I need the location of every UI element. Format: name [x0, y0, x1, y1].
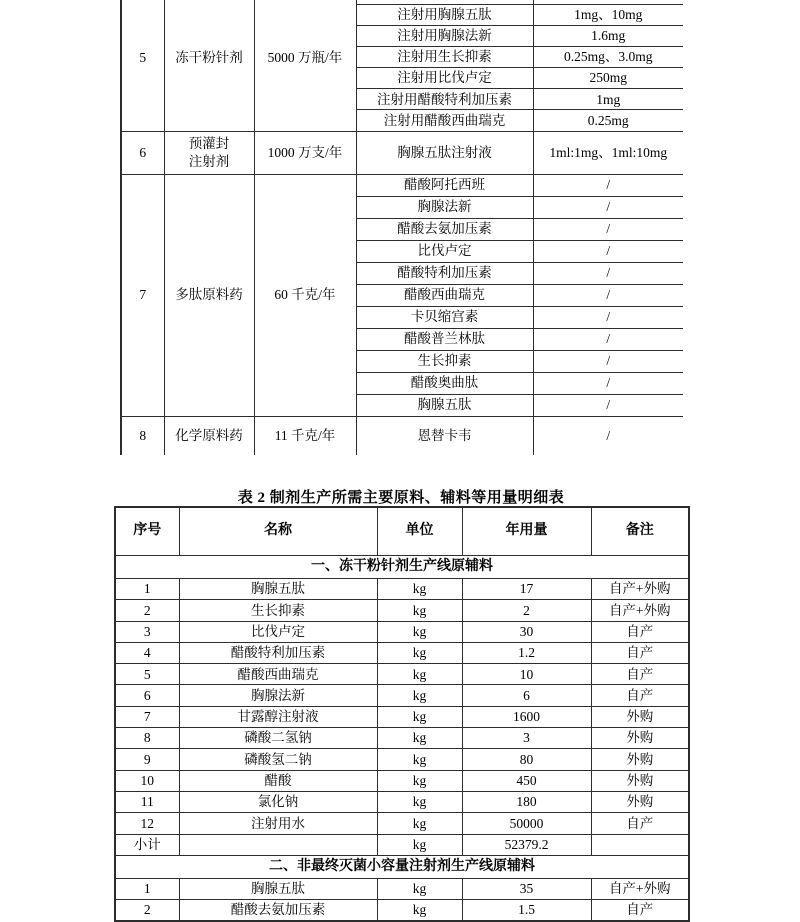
spec-cell: / [533, 394, 683, 416]
material-name-cell: 醋酸特利加压素 [179, 642, 377, 663]
material-name-cell: 胸腺五肽 [179, 579, 377, 600]
unit-cell: kg [377, 813, 462, 834]
section-header-row [115, 556, 689, 579]
table2-row [115, 900, 689, 921]
product-cell: 醋酸阿托西班 [356, 174, 533, 196]
product-cell: 胸腺法新 [356, 196, 533, 218]
unit-cell: kg [377, 749, 462, 770]
column-header-annual-usage: 年用量 [462, 507, 591, 556]
spec-cell: / [533, 218, 683, 240]
remark-cell: 自产 [591, 813, 689, 834]
table2-row [115, 706, 689, 727]
material-name-cell: 醋酸去氨加压素 [179, 900, 377, 921]
table2-row [115, 642, 689, 663]
table2-row [115, 621, 689, 642]
line-name-cell [164, 131, 254, 174]
product-cell: 醋酸特利加压素 [356, 262, 533, 284]
annual-usage-cell: 180 [462, 791, 591, 812]
material-name-cell: 甘露醇注射液 [179, 706, 377, 727]
spec-cell: / [533, 372, 683, 394]
table1-row [121, 174, 683, 196]
table1-clip-region [120, 0, 683, 455]
annual-usage-cell: 50000 [462, 813, 591, 834]
unit-cell: kg [377, 706, 462, 727]
index-cell: 6 [115, 685, 179, 706]
column-header-index: 序号 [115, 507, 179, 556]
table2-row [115, 834, 689, 855]
unit-cell: kg [377, 878, 462, 899]
table2-row [115, 749, 689, 770]
material-name-cell: 磷酸氢二钠 [179, 749, 377, 770]
index-cell: 11 [115, 791, 179, 812]
materials-usage-table [114, 506, 690, 922]
remark-cell: 自产 [591, 642, 689, 663]
index-cell: 1 [115, 579, 179, 600]
capacity-cell: 60 千克/年 [254, 174, 356, 416]
spec-cell: 1.6mg [533, 25, 683, 46]
product-cell: 注射用胸腺五肽 [356, 4, 533, 25]
section-title: 一、冻干粉针剂生产线原辅料 [115, 556, 689, 579]
index-cell: 2 [115, 900, 179, 921]
spec-cell: / [533, 350, 683, 372]
remark-cell: 自产 [591, 900, 689, 921]
capacity-cell: 1000 万支/年 [254, 131, 356, 174]
product-cell: 比伐卢定 [356, 240, 533, 262]
product-cell: 注射用胸腺法新 [356, 25, 533, 46]
annual-usage-cell: 10 [462, 664, 591, 685]
material-name-cell: 胸腺五肽 [179, 878, 377, 899]
unit-cell: kg [377, 834, 462, 855]
line-number-cell: 7 [121, 174, 164, 416]
index-cell: 9 [115, 749, 179, 770]
column-header-name: 名称 [179, 507, 377, 556]
table2-row [115, 600, 689, 621]
remark-cell: 自产+外购 [591, 579, 689, 600]
spec-cell: / [533, 174, 683, 196]
index-cell: 5 [115, 664, 179, 685]
spec-cell: / [533, 328, 683, 350]
product-cell: 生长抑素 [356, 350, 533, 372]
line-number-cell: 5 [121, 0, 164, 131]
table2-row [115, 664, 689, 685]
product-cell: 醋酸普兰林肽 [356, 328, 533, 350]
line-number-cell: 6 [121, 131, 164, 174]
remark-cell: 自产+外购 [591, 600, 689, 621]
material-name-cell: 比伐卢定 [179, 621, 377, 642]
product-cell: 胸腺五肽 [356, 394, 533, 416]
table2-row [115, 813, 689, 834]
annual-usage-cell: 30 [462, 621, 591, 642]
index-cell: 4 [115, 642, 179, 663]
product-cell: 胸腺五肽注射液 [356, 131, 533, 174]
table2-header-row [115, 507, 689, 556]
remark-cell: 自产 [591, 664, 689, 685]
index-cell: 3 [115, 621, 179, 642]
spec-cell: / [533, 240, 683, 262]
table2-title: 表 2 制剂生产所需主要原料、辅料等用量明细表 [237, 490, 565, 506]
remark-cell: 外购 [591, 770, 689, 791]
product-cell: 醋酸奥曲肽 [356, 372, 533, 394]
annual-usage-cell: 450 [462, 770, 591, 791]
unit-cell: kg [377, 664, 462, 685]
table2-row [115, 878, 689, 899]
unit-cell: kg [377, 579, 462, 600]
table2-row [115, 791, 689, 812]
table1-row [121, 416, 683, 455]
unit-cell: kg [377, 600, 462, 621]
material-name-cell: 生长抑素 [179, 600, 377, 621]
spec-cell: 1ml:1mg、1ml:10mg [533, 131, 683, 174]
table2-row [115, 685, 689, 706]
unit-cell: kg [377, 791, 462, 812]
material-name-cell: 醋酸 [179, 770, 377, 791]
unit-cell: kg [377, 770, 462, 791]
section-header-row [115, 855, 689, 878]
product-cell: 卡贝缩宫素 [356, 306, 533, 328]
index-cell: 1 [115, 878, 179, 899]
product-cell: 注射用醋酸西曲瑞克 [356, 110, 533, 131]
column-header-unit: 单位 [377, 507, 462, 556]
annual-usage-cell: 1600 [462, 706, 591, 727]
unit-cell: kg [377, 900, 462, 921]
annual-usage-cell: 52379.2 [462, 834, 591, 855]
spec-cell: 1mg [533, 89, 683, 110]
index-cell: 7 [115, 706, 179, 727]
spec-cell: / [533, 196, 683, 218]
section-title: 二、非最终灭菌小容量注射剂生产线原辅料 [115, 855, 689, 878]
index-cell: 2 [115, 600, 179, 621]
remark-cell: 自产 [591, 621, 689, 642]
table2-row [115, 579, 689, 600]
material-name-cell: 氯化钠 [179, 791, 377, 812]
index-cell: 小计 [115, 834, 179, 855]
line-name-cell: 多肽原料药 [164, 174, 254, 416]
unit-cell: kg [377, 685, 462, 706]
product-cell: 醋酸西曲瑞克 [356, 284, 533, 306]
annual-usage-cell: 80 [462, 749, 591, 770]
table2-row [115, 770, 689, 791]
material-name-cell: 磷酸二氢钠 [179, 728, 377, 749]
table1-row [121, 131, 683, 174]
spec-cell: / [533, 262, 683, 284]
spec-cell: 250mg [533, 68, 683, 89]
index-cell: 8 [115, 728, 179, 749]
remark-cell: 自产+外购 [591, 878, 689, 899]
unit-cell: kg [377, 621, 462, 642]
column-header-remark: 备注 [591, 507, 689, 556]
unit-cell: kg [377, 728, 462, 749]
spec-cell: / [533, 284, 683, 306]
remark-cell: 外购 [591, 749, 689, 770]
spec-cell: / [533, 416, 683, 455]
line-number-cell: 8 [121, 416, 164, 455]
product-cell: 醋酸去氨加压素 [356, 218, 533, 240]
index-cell: 12 [115, 813, 179, 834]
annual-usage-cell: 6 [462, 685, 591, 706]
remark-cell: 外购 [591, 791, 689, 812]
material-name-cell: 胸腺法新 [179, 685, 377, 706]
line-name-text: 预灌封 [188, 136, 230, 152]
spec-cell: / [533, 306, 683, 328]
product-cell: 注射用比伐卢定 [356, 68, 533, 89]
spec-cell: 0.25mg、3.0mg [533, 46, 683, 67]
material-name-cell [179, 834, 377, 855]
table2-row [115, 728, 689, 749]
spec-cell: 1mg、10mg [533, 4, 683, 25]
product-cell: 恩替卡韦 [356, 416, 533, 455]
spec-cell: 0.25mg [533, 110, 683, 131]
annual-usage-cell: 3 [462, 728, 591, 749]
line-name-cell: 冻干粉针剂 [164, 0, 254, 131]
remark-cell: 外购 [591, 728, 689, 749]
material-name-cell: 醋酸西曲瑞克 [179, 664, 377, 685]
annual-usage-cell: 1.2 [462, 642, 591, 663]
annual-usage-cell: 2 [462, 600, 591, 621]
annual-usage-cell: 35 [462, 878, 591, 899]
capacity-cell: 11 千克/年 [254, 416, 356, 455]
product-cell: 注射用醋酸特利加压素 [356, 89, 533, 110]
annual-usage-cell: 1.5 [462, 900, 591, 921]
material-name-cell: 注射用水 [179, 813, 377, 834]
annual-usage-cell: 17 [462, 579, 591, 600]
unit-cell: kg [377, 642, 462, 663]
production-lines-table [120, 0, 683, 455]
remark-cell: 自产 [591, 685, 689, 706]
product-cell: 注射用生长抑素 [356, 46, 533, 67]
capacity-cell: 5000 万瓶/年 [254, 0, 356, 131]
line-name-cell: 化学原料药 [164, 416, 254, 455]
remark-cell: 外购 [591, 706, 689, 727]
line-name-text: 注射剂 [188, 153, 230, 169]
index-cell: 10 [115, 770, 179, 791]
remark-cell [591, 834, 689, 855]
